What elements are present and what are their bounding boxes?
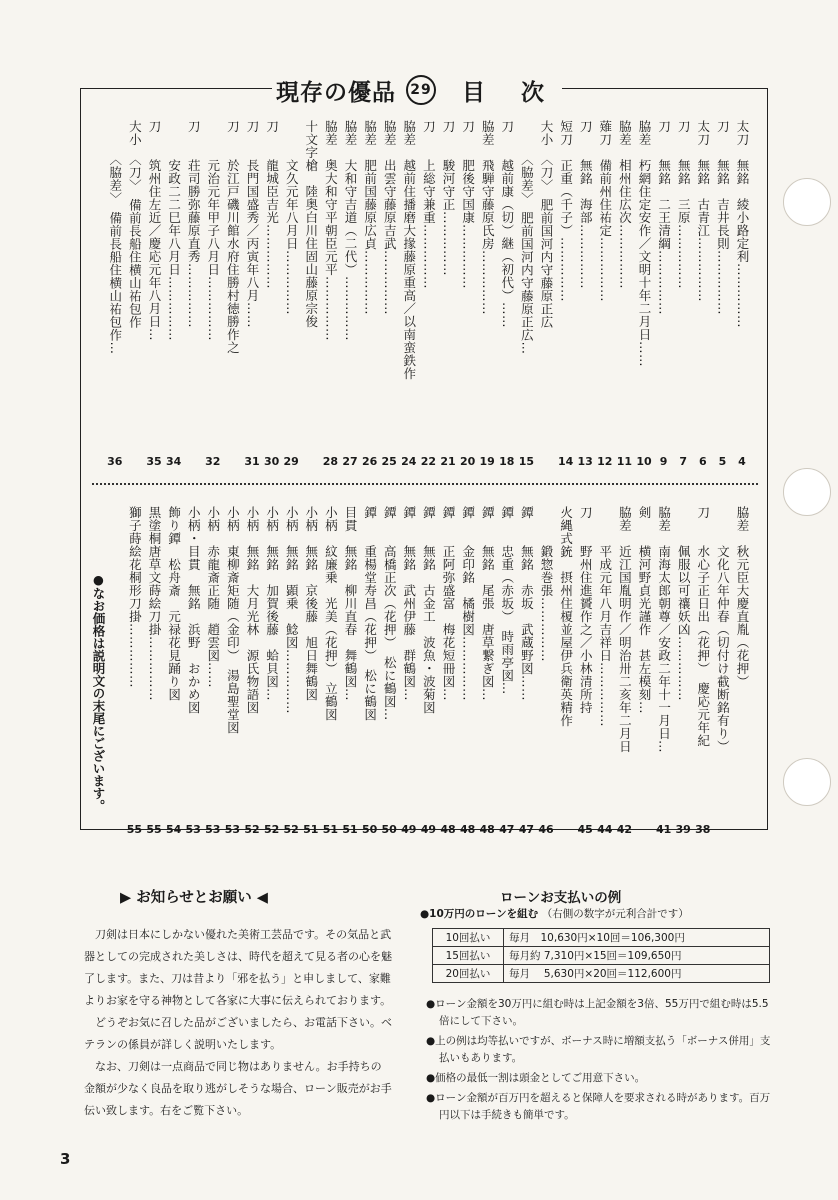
toc-entry-page: 20 [459,455,476,468]
toc-entry-text: 刀 龍城臣吉光…………… [264,120,280,289]
toc-entry-text: 刀 長門国盛秀／丙寅年八月…… [245,120,260,328]
toc-entry-text: 薙刀 備前州住祐定…………… [597,120,613,302]
toc-entry [165,120,183,468]
toc-entry [615,506,633,836]
toc-entry-text: 元治元年甲子八月日…………… [205,120,221,341]
toc-entry-text: 脇差 南海太郎朝尊／安政二年十一月日… [656,506,672,753]
toc-entry [674,506,692,836]
toc-entry [145,120,163,468]
toc-entry [517,120,535,468]
toc-entry [321,506,339,836]
toc-entry-page: 55 [146,823,162,836]
toc-entry-page: 47 [499,823,515,836]
toc-entry [361,506,379,836]
toc-entry [733,120,751,468]
toc-entry [517,506,535,836]
toc-entry-text: 刀 肥後守国康…………… [460,120,476,289]
toc-entry [106,120,124,468]
toc-entry-text: 脇差 奥大和守平朝臣元平…………… [323,120,339,341]
toc-entry-page: 18 [499,455,515,468]
toc-entry [459,506,477,836]
toc-entry-text: 獅子蒔絵花桐形刀掛…………… [127,506,143,688]
toc-entry-text: 火縄式銃 摂州住榎並屋伊兵衛英精作 [558,506,574,727]
toc-entry-page: 45 [577,823,593,836]
toc-entry [498,506,516,836]
toc-entry-text: 脇差 朽網住定安作／文明十年二月日…… [637,120,652,367]
toc-entry-text: 文久元年八月日…………… [284,120,300,315]
toc-entry [223,120,241,468]
toc-entry-text: 小柄 赤龍斎正随 趙雲図…… [205,506,221,688]
toc-entry-text: 脇差 大和守吉道（二代）…………… [343,120,358,341]
toc-entry-text: 安政二二巳年八月日…………… [166,120,182,341]
toc-entry-page: 21 [440,455,456,468]
publication-title: 現存の優品 [275,79,396,106]
toc-frame-top-rule [80,88,272,89]
toc-entry-page: 53 [185,823,201,836]
loan-note: ●ローン金額が百万円を超えると保障人を要求される時があります。百万円以下は手続きも簡単です。 [426,1092,771,1121]
toc-entry-page: 34 [165,455,182,468]
toc-entry-page: 12 [597,455,613,468]
toc-entry-page: 32 [205,455,221,468]
toc-entry-text: 刀 駿河守正…………… [441,120,456,276]
toc-frame-top-rule [562,88,768,89]
toc-entry [184,120,202,468]
toc-entry [694,506,712,836]
toc-entry-text: 文化八年仲春（切付け截断銘有り） [715,506,731,753]
toc-label: 目 次 [461,79,558,106]
loan-note: ●価格の最低一割は頭金としてご用意下さい。 [426,1072,646,1084]
toc-entry [674,120,692,468]
toc-entry [204,506,222,836]
toc-entry-text: 刀 越前康（切）継（初代）…… [499,120,515,328]
toc-entry-text: 鐔 正阿弥盛富 梅花短冊図… [441,506,456,701]
toc-entry [302,120,320,468]
toc-entry [223,506,241,836]
toc-entry-text: 刀 筑州住左近／慶応元年八月日… [147,120,162,341]
binder-hole [783,178,831,226]
toc-entry-page: 52 [263,823,280,836]
toc-entry-text: 黒塗桐唐草文蒔絵刀掛…………… [147,506,162,701]
toc-entry-text: 目貫 無銘 柳川直春 舞鶴図… [343,506,358,701]
toc-entry-text: 鐔 重楊堂寿昌（花押） 松に鶴図 [362,506,378,721]
toc-entry-page: 35 [146,455,162,468]
toc-entry-page: 48 [459,823,476,836]
toc-entry-page: 10 [636,455,652,468]
toc-entry-page: 48 [479,823,495,836]
toc-entry-text: 刀 水心子正日出（花押） 慶応元年紀 [695,506,711,747]
toc-entry [125,120,143,468]
toc-entry-text: 佩服以可禳妖凶…………… [676,506,692,701]
binder-hole [783,468,831,516]
toc-entry-page: 42 [616,823,633,836]
toc-entry-page: 49 [420,823,437,836]
loan-row-detail: 毎月 10,630円×10回＝106,300円 [504,929,770,947]
toc-entry-page: 50 [361,823,378,836]
toc-entry-text: 鐔 無銘 赤坂 武蔵野図…… [519,506,535,701]
toc-entry-page: 55 [126,823,143,836]
toc-entry [145,506,163,836]
toc-entry-text: 小柄 無銘 京後藤 旭日舞鶴図 [303,506,319,701]
toc-entry-text: 小柄 無銘 加賀後藤 蛤貝図… [264,506,280,701]
toc-entry [596,506,614,836]
toc-entry-page: 41 [655,823,672,836]
loan-note: ●ローン金額を30万円に組む時は上記金額を3倍、55万円で組む時は5.5倍にして下さい。 [426,998,769,1027]
toc-entry-text: 刀 上総守兼重…………… [421,120,437,289]
toc-entry [380,120,398,468]
toc-entry [439,506,457,836]
toc-entry-page: 31 [244,455,260,468]
toc-entry-page: 11 [616,455,633,468]
toc-entry-page: 53 [205,823,221,836]
toc-entry [321,120,339,468]
toc-entry-text: 脇差 秋元臣大慶直胤（花押） [735,506,750,688]
toc-entry [282,120,300,468]
toc-entry-text: 脇差 出雲守藤原吉武…………… [382,120,398,315]
toc-entry [459,120,477,468]
toc-entry-page: 52 [244,823,260,836]
notice-paragraph: なお、刀剣は一点商品で同じ物はありません。お手持ちの金額が少なく良品を取り逃がしそうな場合、ローン販売がお手伝い致します。右をご覧下さい。 [84,1060,392,1117]
toc-entry [713,506,731,836]
toc-entry [263,120,281,468]
toc-entry-page: 50 [381,823,397,836]
toc-entry-page: 27 [342,455,358,468]
toc-entry-text: 鐔 無銘 武州伊藤 群鶴図… [401,506,417,701]
toc-entry-text: 脇差 越前住播磨大掾藤原重高／以南蛮鉄作 [401,120,417,380]
toc-entry-text: 刀 於江戸磯川館水府住勝村徳勝作之 [225,120,241,354]
toc-entry [125,506,143,836]
toc-entry [341,120,359,468]
loan-row-label: 10回払い [433,929,504,947]
toc-entry-text: 剣 横河野貞光謹作 甚左模刻… [637,506,652,714]
toc-entry-page: 13 [577,455,593,468]
toc-entry-page: 15 [518,455,535,468]
toc-entry-text: 刀 荘司勝弥藤原直秀…………… [186,120,202,328]
toc-entry-page: 52 [283,823,299,836]
toc-entry-page: 44 [597,823,613,836]
toc-entry-text: 十文字槍 陸奥白川住固山藤原宗俊 [303,120,319,328]
toc-entry-text: 脇差 肥前国藤原広貞…………… [362,120,378,315]
toc-entry-page: 51 [303,823,319,836]
toc-entry-page: 24 [401,455,417,468]
toc-entry-page: 54 [165,823,182,836]
toc-entry-text: 刀 無銘 二王清綱…………… [656,120,672,315]
loan-subtitle-note: （右側の数字が元利合計です） [541,908,689,920]
toc-entry [263,506,281,836]
toc-entry [400,506,418,836]
loan-table [432,928,770,983]
loan-subtitle [420,906,780,921]
toc-entry [557,506,575,836]
toc-entry-text: 鍛惣巻張…………… [539,506,554,662]
toc-entry-text: 太刀 無銘 古青江…………… [695,120,711,302]
toc-entry-text: 刀 無銘 三原…………… [676,120,692,289]
toc-entry-page: 14 [557,455,574,468]
toc-entry-page: 4 [738,455,746,468]
toc-entry-page: 38 [695,823,711,836]
loan-subtitle-main: ●10万円のローンを組む [420,908,539,920]
toc-entry [419,120,437,468]
toc-entry-text: 平成元年八月吉祥日…………… [597,506,613,727]
toc-entry-page: 30 [263,455,280,468]
notice-title: ▶ お知らせとお願い ◀ [120,890,268,906]
notice-paragraph: 刀剣は日本にしかない優れた美術工芸品です。その気品と武器としての完成された美しさは、時代を超えて見る者の心を魅了します。また、刀は昔より「邪を払う」と申しまして、家難よりお家を守る神物として各家に大事に伝えられております。 [84,928,392,1007]
toc-entry-page: 7 [679,455,688,468]
toc-entry [537,120,555,468]
loan-row [433,929,770,947]
toc-entry-text: 刀 野州住進贇作之／小林清所持 [578,506,594,714]
toc-entry [361,120,379,468]
toc-entry [165,506,183,836]
toc-entry [282,506,300,836]
toc-entry [615,120,633,468]
toc-entry [557,120,575,468]
issue-number: 29 [406,75,436,105]
loan-row [433,947,770,965]
toc-entry-page: 53 [224,823,241,836]
section-divider [92,483,758,485]
loan-notes [426,996,776,1127]
toc-entry [576,120,594,468]
toc-entry-page: 5 [718,455,727,468]
toc-entry-text: 鐔 高橋正次（花押） 松に鶴図… [382,506,398,721]
toc-entry [733,506,751,836]
toc-entry-text: 小柄 無銘 顕乗 鯰図…………… [284,506,300,714]
toc-entry [478,506,496,836]
toc-entry-page: 46 [538,823,554,836]
loan-note: ●上の例は均等払いですが、ボーナス時に増額支払う「ボーナス併用」支払いもあります。 [426,1035,771,1064]
toc-entry-page: 22 [420,455,437,468]
toc-entry [439,120,457,468]
toc-entry-page: 49 [401,823,417,836]
loan-row [433,965,770,983]
toc-entry [400,120,418,468]
toc-entry-page: 25 [381,455,397,468]
toc-entry [302,506,320,836]
loan-row-detail: 毎月約 7,310円×15回＝109,650円 [504,947,770,965]
toc-entry-text: 飾り鐔 松舟斎 元禄花見踊り図 [166,506,182,701]
toc-entry-text: 脇差 近江国胤明作／明治卅二亥年二月日 [617,506,633,753]
toc-entry-text: 大小 〈刀〉 肥前国河内守藤原正広 [539,120,554,329]
toc-entry [478,120,496,468]
loan-row-label: 20回払い [433,965,504,983]
loan-row-label: 15回払い [433,947,504,965]
toc-entry-text: 鐔 金印銘 橘樹図…………… [460,506,476,701]
toc-entry-text: 小柄 東柳斎矩随（金印） 湯島聖堂図 [225,506,241,734]
toc-entry-page: 28 [322,455,339,468]
toc-entry-text: 鐔 無銘 尾張 唐草繋ぎ図… [480,506,496,701]
toc-entry-page: 39 [675,823,691,836]
toc-entry-text: 〈脇差〉 肥前国河内守藤原正広… [519,120,535,355]
toc-entry-page: 6 [698,455,707,468]
toc-entry-page: 26 [361,455,378,468]
toc-entry [341,506,359,836]
toc-entry-page: 36 [107,455,123,468]
toc-entry-text: 鐔 無銘 古金工 波魚・波菊図 [421,506,437,714]
toc-entry-text: 刀 無銘 吉井長則…………… [715,120,731,315]
toc-entry [498,120,516,468]
toc-entry-text: 刀 無銘 海部…………… [578,120,594,289]
toc-entry-text: 太刀 無銘 綾小路定利…………… [735,120,750,328]
loan-title: ローンお支払いの例 [500,890,622,906]
toc-entry-page: 47 [518,823,535,836]
toc-entry-text: 短刀 正重（千子）…………… [558,120,574,302]
toc-entry-page: 9 [659,455,668,468]
toc-entry-text: 小柄 無銘 大月光林 源氏物語図 [245,506,260,714]
toc-entry [380,506,398,836]
price-note: ●なお価格は説明文の末尾にございます。 [91,572,106,812]
notice-body [84,924,392,1122]
toc-entry-text: 脇差 飛騨守藤原氏房…………… [480,120,496,315]
toc-entry [655,506,673,836]
toc-entry [243,506,261,836]
toc-entry [713,120,731,468]
toc-entry-text: 小柄 紋廉乗 光美（花押） 立鶴図 [323,506,339,721]
toc-entry-text: 小柄・目貫 無銘 浜野 おかめ図 [186,506,202,714]
toc-entry [537,506,555,836]
binder-hole [783,758,831,806]
toc-entry [596,120,614,468]
toc-entry-page: 51 [322,823,339,836]
toc-entry [694,120,712,468]
toc-entry [243,120,261,468]
loan-row-detail: 毎月 5,630円×20回＝112,600円 [504,965,770,983]
toc-entry-page: 19 [479,455,495,468]
toc-entry [576,506,594,836]
toc-entry-text: 脇差 相州住広次…………… [617,120,633,289]
toc-entry [204,120,222,468]
toc-entry-page: 51 [342,823,358,836]
page-number: 3 [60,1150,71,1168]
toc-entry [635,120,653,468]
notice-paragraph: どうぞお気に召した品がございましたら、お電話下さい。ベテランの係員が詳しく説明いたします。 [84,1016,392,1051]
toc-entry-page: 29 [283,455,299,468]
toc-entry [184,506,202,836]
toc-entry [419,506,437,836]
toc-title [272,72,562,108]
toc-entry-text: 鐔 忠重（赤坂） 時雨亭図… [499,506,515,695]
toc-entry-text: 大小 〈刀〉 備前長船住横山祐包作 [127,120,143,329]
toc-entry-page: 48 [440,823,456,836]
toc-entry-text: 〈脇差〉 備前長船住横山祐包作… [107,120,123,355]
toc-entry [655,120,673,468]
toc-entry [635,506,653,836]
